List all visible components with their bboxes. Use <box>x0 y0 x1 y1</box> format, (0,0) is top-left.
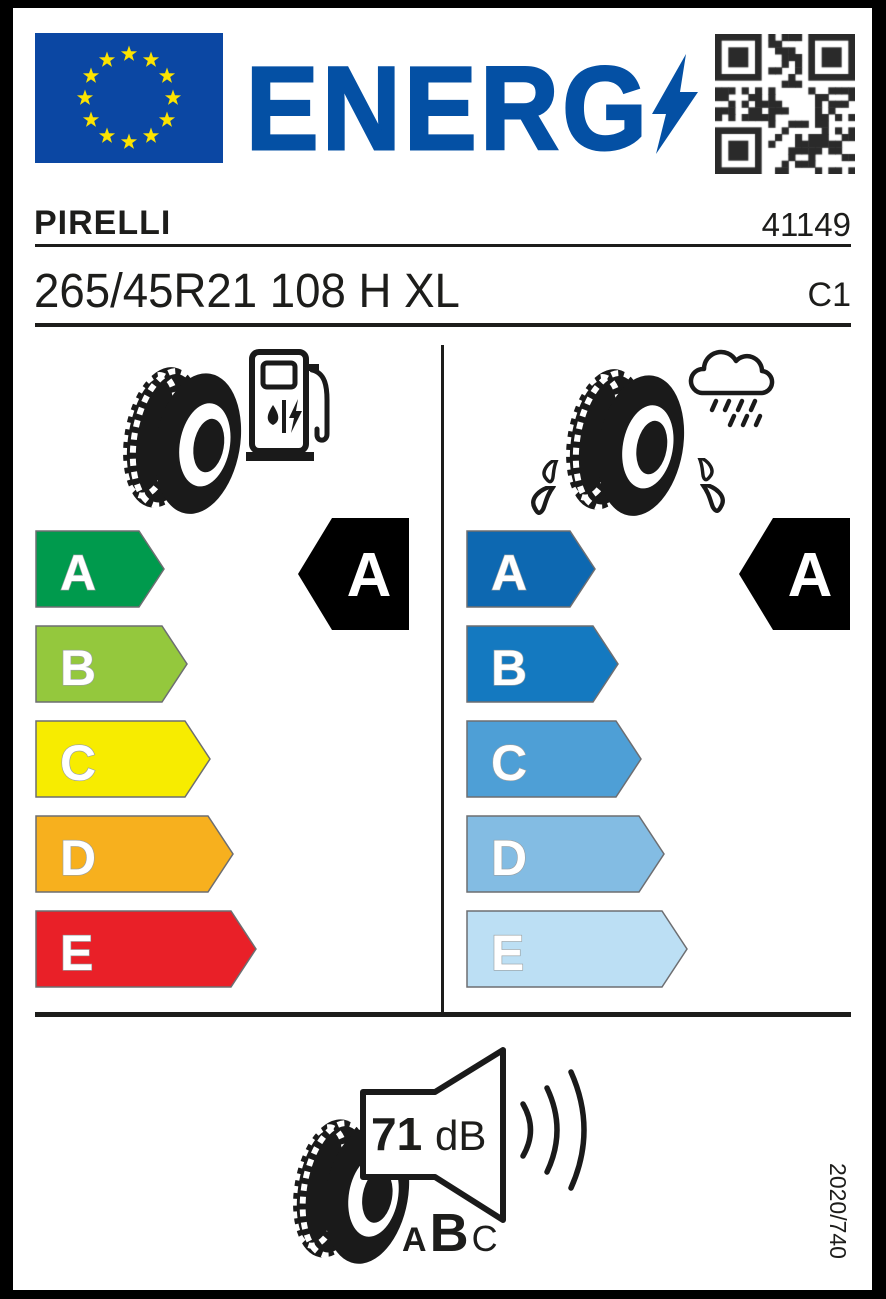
wet-grade-arrow-d <box>466 815 666 893</box>
noise-class-letters <box>402 1203 498 1263</box>
svg-text:D: D <box>60 830 97 886</box>
fuel-rating-arrow <box>297 517 410 631</box>
splash-drop-icon <box>686 458 718 484</box>
noise-class-b: B <box>429 1203 469 1263</box>
svg-text:E: E <box>491 925 525 981</box>
wet-grade-arrow-c <box>466 720 643 798</box>
noise-speaker-icon <box>355 1042 655 1262</box>
noise-class-a: A <box>402 1221 427 1259</box>
svg-text:A: A <box>346 541 392 610</box>
splash-drop-icon <box>538 460 570 486</box>
wet-rating-arrow <box>738 517 851 631</box>
fuel-grade-arrow-c <box>35 720 212 798</box>
svg-text:C: C <box>491 735 528 791</box>
sound-waves-icon <box>523 1072 584 1188</box>
tire-icon-wet <box>565 368 687 520</box>
qr-code <box>715 34 855 174</box>
splash-drop-icon <box>690 484 732 514</box>
energy-logo-text: ENERG <box>246 43 651 175</box>
fuel-grade-arrow-e <box>35 910 258 988</box>
wet-grade-arrow-a <box>466 530 597 608</box>
fuel-grade-arrow-a <box>35 530 166 608</box>
tyre-class: C1 <box>807 276 851 314</box>
splash-drop-icon <box>524 486 566 516</box>
fuel-pump-icon <box>246 348 334 464</box>
lightning-bolt-icon <box>650 54 702 154</box>
noise-unit: dB <box>435 1112 487 1159</box>
svg-text:E: E <box>60 925 94 981</box>
rain-cloud-icon <box>682 348 782 443</box>
center-divider <box>441 345 444 1012</box>
svg-text:C: C <box>60 735 97 791</box>
rule-under-brand <box>35 244 851 247</box>
eu-flag-icon <box>35 33 223 163</box>
regulation-number: 2020/740 <box>825 1163 851 1259</box>
svg-text:B: B <box>491 640 528 696</box>
rule-under-scales <box>35 1012 851 1017</box>
fuel-grade-arrow-d <box>35 815 235 893</box>
wet-grade-arrow-e <box>466 910 689 988</box>
tire-icon-fuel <box>122 366 244 518</box>
tyre-size-designation: 265/45R21 108 H XL <box>34 265 460 318</box>
svg-text:A: A <box>60 545 97 601</box>
svg-text:D: D <box>491 830 528 886</box>
wet-grade-arrow-b <box>466 625 620 703</box>
svg-text:A: A <box>491 545 528 601</box>
article-number: 41149 <box>761 206 851 243</box>
svg-text:B: B <box>60 640 97 696</box>
noise-class-c: C <box>471 1218 498 1259</box>
rule-under-size <box>35 323 851 327</box>
fuel-grade-arrow-b <box>35 625 189 703</box>
noise-value: 71 <box>371 1108 423 1160</box>
svg-text:A: A <box>787 541 833 610</box>
brand-name: PIRELLI <box>34 204 172 242</box>
